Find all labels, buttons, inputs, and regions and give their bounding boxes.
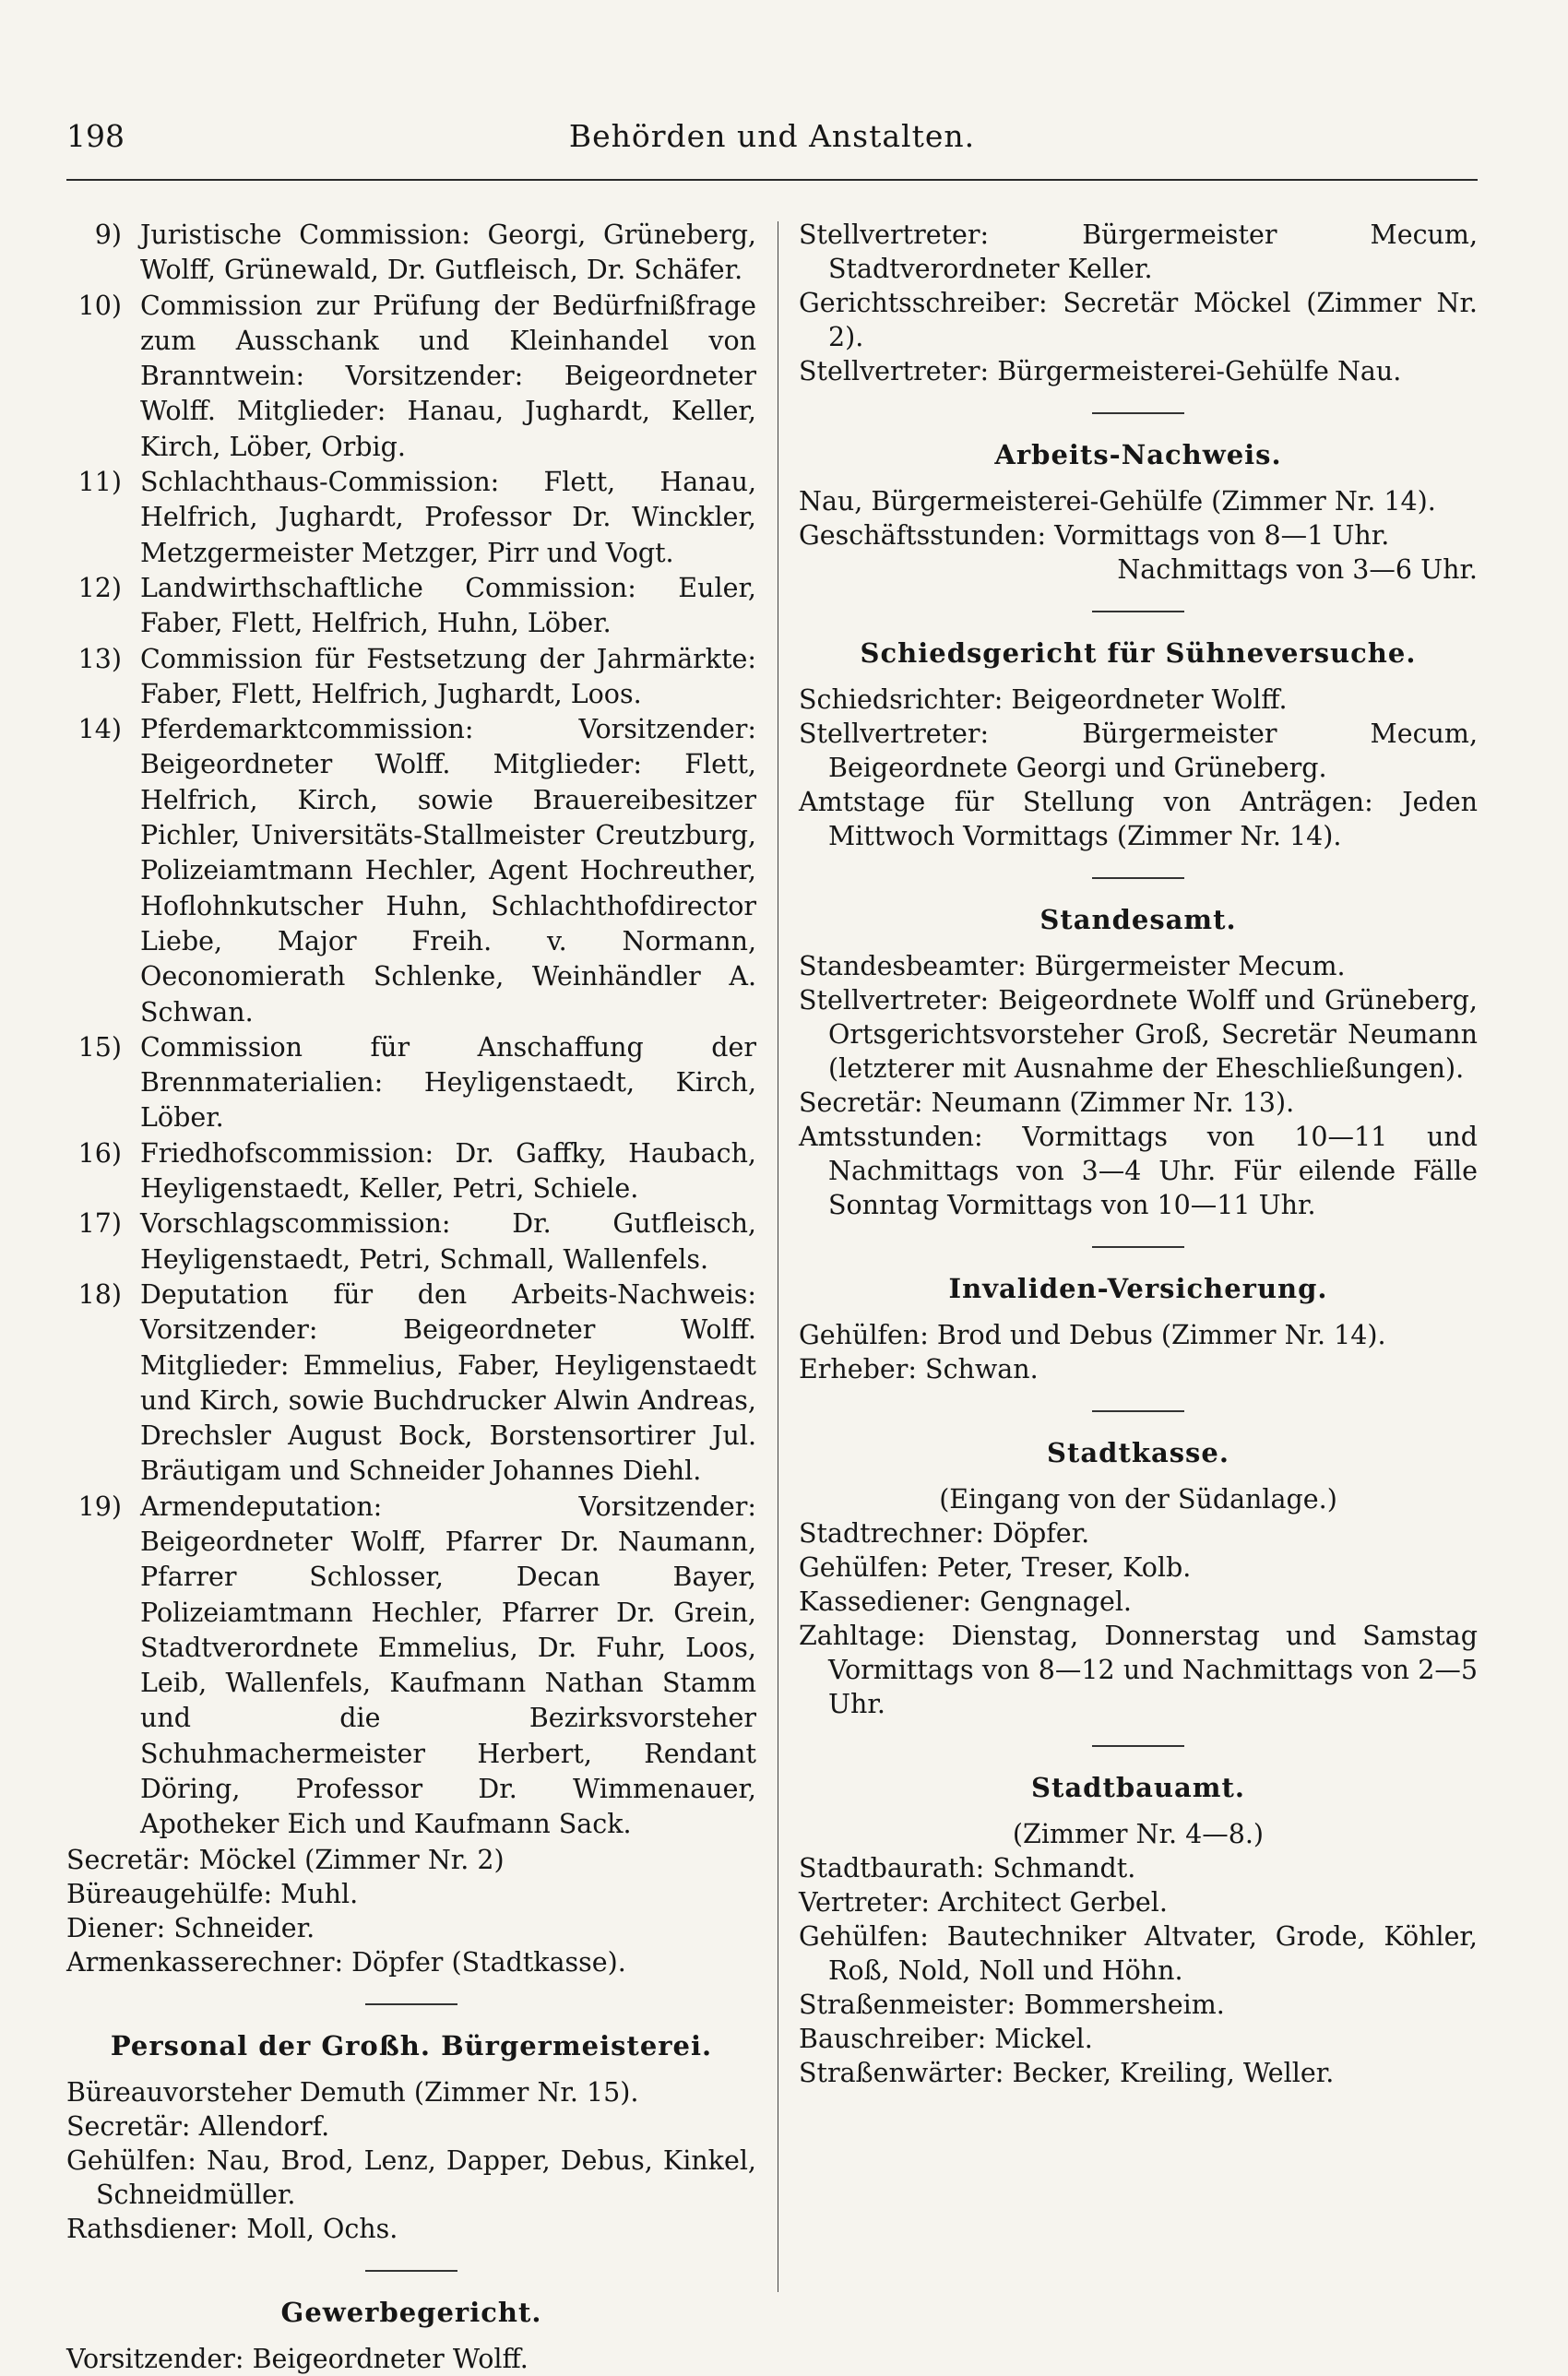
section-divider [1092, 877, 1184, 879]
item-text: Juristische Commission: Georgi, Grüneberg, Wolff, Grünewald, Dr. Gutfleisch, Dr. Schäfer. [140, 220, 756, 286]
section-line: Gehülfen: Brod und Debus (Zimmer Nr. 14). [799, 1320, 1386, 1350]
list-item [66, 571, 756, 642]
item-number: 15) [77, 1031, 122, 1063]
right-column [799, 218, 1478, 2090]
section-divider [1092, 412, 1184, 414]
list-item [66, 1136, 756, 1207]
section-gewerbegericht [66, 2294, 756, 2376]
section-arbeits-nachweis [799, 436, 1478, 587]
section-line: Gehülfen: Bautechniker Altvater, Grode, Köhler, Roß, Nold, Noll und Höhn. [799, 1921, 1478, 1986]
list-item [66, 218, 756, 289]
left-column [66, 218, 756, 2376]
item-number: 10) [77, 290, 122, 321]
section-title: Schiedsgericht für Sühneversuche. [860, 637, 1417, 669]
section-line: Amtsstunden: Vormittags von 10—11 und Nachmittags von 3—4 Uhr. Für eilende Fälle Sonntag Vormittags von 10—11 Uhr. [799, 1122, 1478, 1220]
section-line: Büreauvorsteher Demuth (Zimmer Nr. 15). [66, 2076, 639, 2108]
section-line: Gehülfen: Nau, Brod, Lenz, Dapper, Debus, Kinkel, Schneidmüller. [66, 2144, 756, 2210]
section-line: Straßenwärter: Becker, Kreiling, Weller. [799, 2058, 1335, 2088]
item-text: Schlachthaus-Commission: Flett, Hanau, Helfrich, Jughardt, Professor Dr. Winckler, Metzgermeister Metzger, Pirr und Vogt. [140, 467, 756, 568]
section-invaliden [799, 1270, 1478, 1386]
section-line: Nau, Bürgermeisterei-Gehülfe (Zimmer Nr. 14). [799, 486, 1436, 517]
item-number: 12) [77, 572, 122, 603]
section-line: Standesbeamter: Bürgermeister Mecum. [799, 951, 1346, 981]
section-line: Secretär: Allendorf. [66, 2110, 330, 2142]
item-text: Friedhofscommission: Dr. Gaffky, Haubach, Heyligenstaedt, Keller, Petri, Schiele. [140, 1137, 756, 1205]
item-number: 16) [77, 1137, 122, 1169]
section-line: Secretär: Neumann (Zimmer Nr. 13). [799, 1087, 1295, 1118]
item-text: Deputation für den Arbeits-Nachweis: Vorsitzender: Beigeordneter Wolff. Mitglieder: Emmelius, Faber, Heyligenstaedt und Kirch, sowie Buchdrucker Alwin Andreas, Drechsler August Bock, Borstensortirer Jul. Bräutigam und Schneider Johannes Diehl. [140, 1278, 756, 1487]
commission-list [66, 218, 756, 1843]
section-line: Schiedsrichter: Beigeordneter Wolff. [799, 684, 1288, 715]
section-subtitle: (Zimmer Nr. 4—8.) [1012, 1819, 1265, 1849]
section-divider [365, 2003, 457, 2005]
item-number: 18) [77, 1278, 122, 1310]
item-text: Commission für Anschaffung der Brennmaterialien: Heyligenstaedt, Kirch, Löber. [140, 1031, 756, 1134]
section-line: Geschäftsstunden: Vormittags von 8—1 Uhr. [799, 520, 1390, 551]
list-item [66, 465, 756, 571]
item-number: 13) [77, 643, 122, 674]
staff-line: Secretär: Möckel (Zimmer Nr. 2) [66, 1844, 505, 1875]
item-number: 11) [77, 467, 122, 498]
section-divider [1092, 611, 1184, 612]
section-line: Nachmittags von 3—6 Uhr. [1117, 554, 1478, 585]
section-line: Straßenmeister: Bommersheim. [799, 1990, 1225, 2020]
section-divider [1092, 1410, 1184, 1412]
section-divider [365, 2270, 457, 2272]
list-item [66, 1206, 756, 1277]
commission-staff [66, 1843, 756, 1979]
section-line: Kassediener: Gengnagel. [799, 1586, 1132, 1617]
list-item [66, 289, 756, 465]
section-line: Stadtrechner: Döpfer. [799, 1518, 1090, 1549]
section-stadtbauamt [799, 1769, 1478, 2090]
list-item [66, 1030, 756, 1136]
item-number: 14) [77, 714, 122, 745]
section-title: Stadtbauamt. [1031, 1772, 1245, 1803]
section-title: Standesamt. [1039, 904, 1237, 935]
section-line: Stellvertreter: Bürgermeisterei-Gehülfe Nau. [799, 356, 1402, 386]
page-header [66, 118, 1478, 166]
item-number: 9) [94, 220, 122, 250]
section-title: Arbeits-Nachweis. [994, 439, 1282, 470]
header-rule [66, 179, 1478, 181]
staff-line: Büreaugehülfe: Muhl. [66, 1878, 359, 1909]
section-divider [1092, 1745, 1184, 1747]
item-text: Commission für Festsetzung der Jahrmärkte: Faber, Flett, Helfrich, Jughardt, Loos. [140, 643, 756, 709]
section-line: Stellvertreter: Beigeordnete Wolff und Grüneberg, Ortsgerichtsvorsteher Groß, Secretär Neumann (letzterer mit Ausnahme der Eheschließungen). [799, 985, 1478, 1084]
item-text: Landwirthschaftliche Commission: Euler, Faber, Flett, Helfrich, Huhn, Löber. [140, 572, 756, 639]
section-line: Erheber: Schwan. [799, 1354, 1039, 1384]
section-line: Zahltage: Dienstag, Donnerstag und Samstag Vormittags von 8—12 und Nachmittags von 2—5 Uhr. [799, 1621, 1478, 1719]
section-standesamt [799, 901, 1478, 1222]
section-line: Stadtbaurath: Schmandt. [799, 1853, 1136, 1883]
section-line: Gerichtsschreiber: Secretär Möckel (Zimmer Nr. 2). [799, 288, 1478, 352]
section-line: Amtstage für Stellung von Anträgen: Jeden Mittwoch Vormittags (Zimmer Nr. 14). [799, 787, 1478, 851]
section-line: Gehülfen: Peter, Treser, Kolb. [799, 1552, 1192, 1583]
running-title: Behörden und Anstalten. [568, 118, 976, 154]
section-title: Stadtkasse. [1047, 1437, 1229, 1468]
section-subtitle: (Eingang von der Südanlage.) [939, 1484, 1337, 1515]
section-line: Rathsdiener: Moll, Ochs. [66, 2213, 398, 2244]
staff-line: Diener: Schneider. [66, 1912, 315, 1943]
item-text: Pferdemarktcommission: Vorsitzender: Beigeordneter Wolff. Mitglieder: Flett, Helfrich, Kirch, sowie Brauereibesitzer Pichler, Universitäts-Stallmeister Creutzburg, Polizeiamtmann Hechler, Agent Hochreuther, Hoflohnkutscher Huhn, Schlachthofdirector Liebe, Major Freih. v. Normann, Oeconomierath Schlenke, Weinhändler A. Schwan. [140, 714, 756, 1028]
item-text: Commission zur Prüfung der Bedürfnißfrage zum Ausschank und Kleinhandel von Branntwein: Vorsitzender: Beigeordneter Wolff. Mitglieder: Hanau, Jughardt, Keller, Kirch, Löber, Orbig. [140, 290, 756, 462]
list-item [66, 1277, 756, 1490]
item-number: 17) [77, 1208, 122, 1240]
section-title: Invaliden-Versicherung. [948, 1273, 1328, 1304]
page-number: 198 [66, 118, 125, 154]
list-item [66, 1490, 756, 1843]
list-item [66, 642, 756, 713]
staff-line: Armenkasserechner: Döpfer (Stadtkasse). [66, 1946, 626, 1978]
section-line: Stellvertreter: Bürgermeister Mecum, Beigeordnete Georgi und Grüneberg. [799, 719, 1478, 783]
section-title: Personal der Großh. Bürgermeisterei. [110, 2029, 713, 2061]
list-item [66, 712, 756, 1030]
section-personal [66, 2027, 756, 2246]
section-schiedsgericht [799, 635, 1478, 853]
section-line: Vorsitzender: Beigeordneter Wolff. [66, 2343, 529, 2374]
section-stadtkasse [799, 1434, 1478, 1721]
section-line: Vertreter: Architect Gerbel. [799, 1887, 1168, 1918]
item-text: Armendeputation: Vorsitzender: Beigeordneter Wolff, Pfarrer Dr. Naumann, Pfarrer Schlosser, Decan Bayer, Polizeiamtmann Hechler, Pfarrer Dr. Grein, Stadtverordnete Emmelius, Dr. Fuhr, Loos, Leib, Wallenfels, Kaufmann Nathan Stamm und die Bezirksvorsteher Schuhmachermeister Herbert, Rendant Döring, Professor Dr. Wimmenauer, Apotheker Eich und Kaufmann Sack. [140, 1491, 756, 1840]
item-number: 19) [77, 1491, 122, 1522]
section-title: Gewerbegericht. [280, 2296, 542, 2328]
item-text: Vorschlagscommission: Dr. Gutfleisch, Heyligenstaedt, Petri, Schmall, Wallenfels. [140, 1208, 756, 1275]
gewerbegericht-continued [799, 218, 1478, 388]
section-divider [1092, 1246, 1184, 1248]
section-line: Bauschreiber: Mickel. [799, 2024, 1093, 2054]
section-line: Stellvertreter: Bürgermeister Mecum, Stadtverordneter Keller. [799, 220, 1478, 284]
